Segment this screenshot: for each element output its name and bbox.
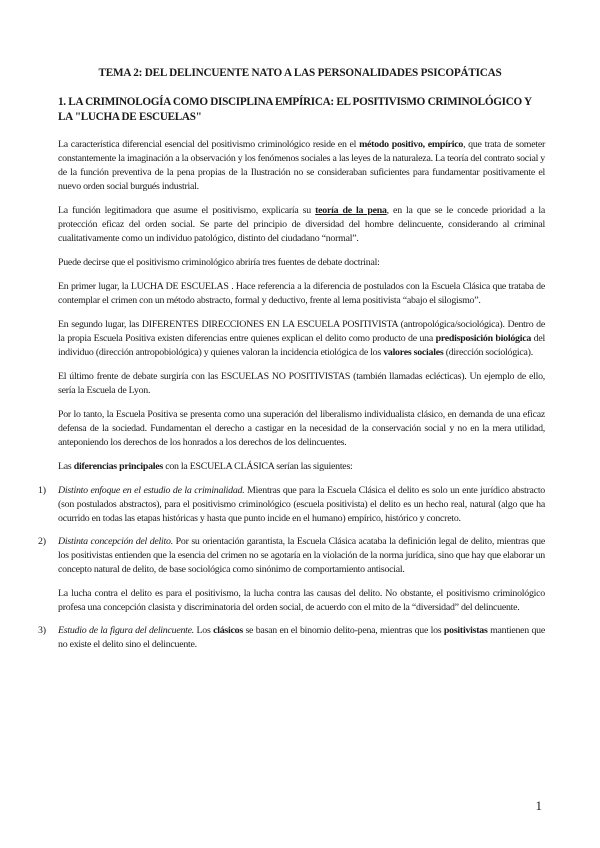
paragraph-4: En primer lugar, la LUCHA DE ESCUELAS . Hace referencia a la diferencia de postulados con la Escuela Clásica que trataba de contemplar el crimen con un método abstracto, formal y deductivo, frente al lema positivista “abajo el silogismo”. xyxy=(58,280,545,306)
list-item xyxy=(38,535,545,615)
paragraph-1 xyxy=(58,138,545,194)
item-lead: Distinto enfoque en el estudio de la criminalidad. xyxy=(58,484,245,496)
differences-list xyxy=(38,484,545,652)
text-run: con la ESCUELA CLÁSICA serían las siguientes: xyxy=(162,460,353,472)
item-text: Mientras que para la Escuela Clásica el delito es solo un ente jurídico abstracto (son postulados abstractos), para el positivismo criminológico (escuela positivista) el delito es un hecho real, natural (algo que ha ocurrido en todas las etapas históricas y hasta que punto incide en el humano) empírico, histórico y concreto. xyxy=(58,484,545,524)
paragraph-7: Por lo tanto, la Escuela Positiva se presenta como una superación del liberalismo individualista clásico, en demanda de una eficaz defensa de la sociedad. Fundamentan el derecho a castigar en la necesidad de la conservación social y no en la mera utilidad, anteponiendo los derechos de los honrados a los derechos de los delincuentes. xyxy=(58,408,545,448)
list-number: 1) xyxy=(38,484,46,496)
list-item xyxy=(38,624,545,652)
section-heading: 1. LA CRIMINOLOGÍA COMO DISCIPLINA EMPÍRICA: EL POSITIVISMO CRIMINOLÓGICO Y LA "LUCHA DE ESCUELAS" xyxy=(58,96,532,123)
item-extra-paragraph: La lucha contra el delito es para el positivismo, la lucha contra las causas del delito. No obstante, el positivismo criminológico profesa una concepción clasista y discriminatoria del orden social, de acuerdo con el mito de la “diversidad” del delincuente. xyxy=(58,587,545,613)
item-lead: Estudio de la figura del delincuente. xyxy=(58,625,194,637)
item-text: Por su orientación garantista, la Escuela Clásica acataba la definición legal de delito, mientras que los positivistas entienden que la esencia del crimen no se agotaría en la violación de la norma jurídica, sino que hay que elaborar un concepto natural de delito, de base sociológica como sinónimo de comportamiento antisocial. xyxy=(58,536,545,575)
page-number: 1 xyxy=(535,798,542,813)
text-run: , que trata de someter constantemente la imaginación a la observación y los fenómenos sociales a las leyes de la naturaleza. La teoría del contrato social y de la función preventiva de la pena propias de la Ilustración no se consideraban suficientes para fundamentar positivamente el nuevo orden social burgués industrial. xyxy=(58,139,545,192)
text-run: del individuo (dirección antropobiológica) y quienes valoran la incidencia etiológica de los xyxy=(58,332,545,358)
bold-text: clásicos xyxy=(213,625,243,637)
paragraph-6: El último frente de debate surgiría con las ESCUELAS NO POSITIVISTAS (también llamadas eclécticas). Un ejemplo de ello, sería la Escuela de Lyon. xyxy=(58,370,545,396)
bold-text: positivistas xyxy=(443,625,488,637)
list-item xyxy=(38,484,545,526)
text-run: En segundo lugar, las DIFERENTES DIRECCIONES EN LA ESCUELA POSITIVISTA (antropológica/sociológica). Dentro de la propia Escuela Positiva existen diferencias entre quienes explican el delito como producto de una xyxy=(58,318,545,344)
text-run: (dirección sociológica). xyxy=(443,346,533,358)
paragraph-5 xyxy=(58,318,545,360)
bold-text: método positivo, empírico xyxy=(359,139,464,150)
paragraph-2 xyxy=(58,204,545,246)
paragraph-3: Puede decirse que el positivismo criminológico abriría tres fuentes de debate doctrinal: xyxy=(58,256,380,268)
list-number: 2) xyxy=(38,536,46,548)
text-run: La característica diferencial esencial del positivismo criminológico reside en el xyxy=(58,139,360,150)
paragraph-8 xyxy=(58,460,545,474)
item-text: Los xyxy=(193,625,214,637)
bold-text: valores sociales xyxy=(383,346,444,358)
document-body xyxy=(38,138,545,662)
list-number: 3) xyxy=(38,625,46,637)
bold-text: predisposición biológica xyxy=(435,332,532,344)
underlined-bold-text: teoría de la pena xyxy=(315,204,387,216)
bold-text: diferencias principales xyxy=(73,460,163,472)
text-run: , en la que se le concede prioridad a la protección eficaz del orden social. Se parte del principio de diversidad del hombre delincuente, considerando al criminal cualitativamente como un individuo patológico, distinto del ciudadano “normal”. xyxy=(58,204,545,244)
page-title: TEMA 2: DEL DELINCUENTE NATO A LAS PERSONALIDADES PSICOPÁTICAS xyxy=(98,67,502,79)
item-lead: Distinta concepción del delito. xyxy=(58,536,173,548)
text-run: Las xyxy=(58,460,74,472)
item-text: mantienen que no existe el delito sino el delincuente. xyxy=(58,625,545,651)
text-run: La función legitimadora que asume el positivismo, explicaría su xyxy=(58,204,316,216)
item-text: se basan en el binomio delito-pena, mientras que los xyxy=(242,625,444,637)
